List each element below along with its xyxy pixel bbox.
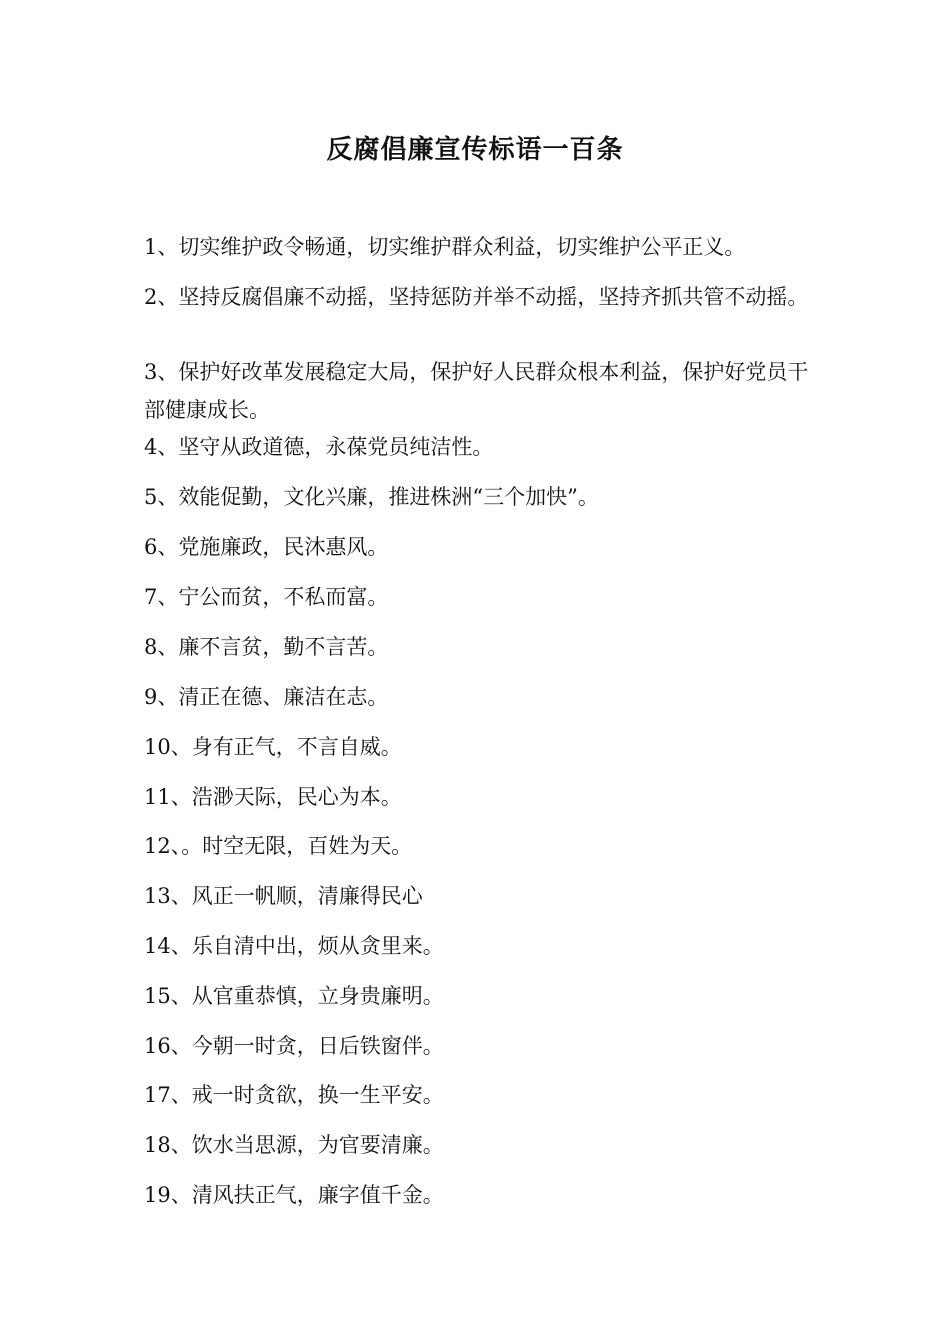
slogan-item-18: 18、饮水当思源，为官要清廉。 — [144, 1133, 444, 1157]
slogan-item-19: 19、清风扶正气，廉字值千金。 — [144, 1183, 444, 1207]
slogan-item-9: 9、清正在德、廉洁在志。 — [144, 685, 389, 709]
document-title: 反腐倡廉宣传标语一百条 — [326, 135, 624, 165]
slogan-item-11: 11、浩渺天际，民心为本。 — [144, 785, 402, 809]
slogan-item-13: 13、风正一帆顺，清廉得民心 — [144, 884, 423, 908]
slogan-item-6: 6、党施廉政，民沐惠风。 — [144, 535, 389, 559]
slogan-item-12: 12、。时空无限，百姓为天。 — [144, 834, 413, 858]
slogan-item-1: 1、切实维护政令畅通，切实维护群众利益，切实维护公平正义。 — [144, 235, 746, 259]
slogan-item-8: 8、廉不言贫，勤不言苦。 — [144, 635, 389, 659]
slogan-item-4: 4、坚守从政道德，永葆党员纯洁性。 — [144, 435, 494, 459]
slogan-item-2: 2、坚持反腐倡廉不动摇，坚持惩防并举不动摇，坚持齐抓共管不动摇。 — [144, 285, 809, 309]
slogan-item-5: 5、效能促勤，文化兴廉，推进株洲“三个加快”。 — [144, 485, 599, 509]
slogan-item-16: 16、今朝一时贪，日后铁窗伴。 — [144, 1034, 444, 1058]
slogan-item-10: 10、身有正气，不言自威。 — [144, 735, 402, 759]
slogan-item-7: 7、宁公而贫，不私而富。 — [144, 585, 389, 609]
slogan-item-3: 3、保护好改革发展稳定大局，保护好人民群众根本利益，保护好党员干部健康成长。 — [144, 360, 809, 422]
slogan-item-14: 14、乐自清中出，烦从贪里来。 — [144, 934, 444, 958]
slogan-item-17: 17、戒一时贪欲，换一生平安。 — [144, 1083, 444, 1107]
slogan-item-15: 15、从官重恭慎，立身贵廉明。 — [144, 984, 444, 1008]
